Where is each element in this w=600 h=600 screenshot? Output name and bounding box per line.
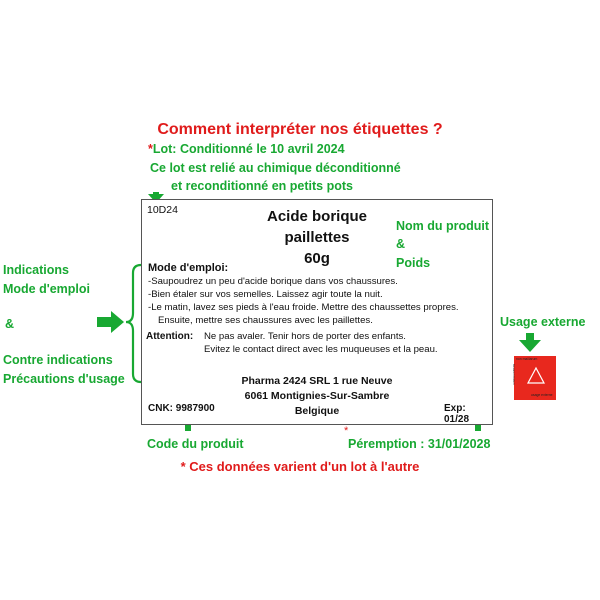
symbol-text-top: non maillarum — [516, 357, 538, 361]
pharma-line: Belgique — [294, 405, 340, 417]
mode-line: -Bien étaler sur vos semelles. Laissez agir toute la nuit. — [148, 289, 383, 300]
arrow-right-indications-icon — [97, 311, 124, 333]
lot-text: Lot: Conditionné le 10 avril 2024 — [152, 142, 345, 156]
symbol-text-bottom: usage externe — [531, 393, 553, 397]
pharma-line: 6061 Montignies-Sur-Sambre — [244, 390, 390, 402]
product-name-line-1: Acide borique — [266, 208, 367, 225]
mode-line: -Le matin, lavez ses pieds à l'eau froide. Mettre des chaussettes propres. — [148, 302, 459, 313]
mode-heading: Mode d'emploi: — [148, 262, 229, 274]
pharma-line: Pharma 2424 SRL 1 rue Neuve — [241, 375, 393, 387]
annotation-nom: Nom du produit — [396, 219, 490, 233]
product-name — [142, 206, 492, 269]
annotation-peremption: Péremption : 31/01/2028 — [348, 437, 491, 451]
expiry-date: Exp: 01/28 — [444, 403, 470, 425]
annotation-usage-externe: Usage externe — [500, 315, 586, 329]
arrow-down-usage-icon — [519, 333, 541, 352]
annotation-varient: * Ces données varient d'un lot à l'autre — [180, 459, 420, 474]
attention-line: Evitez le contact direct avec les muqueuses et la peau. — [204, 344, 438, 355]
annotation-ampersand: & — [5, 317, 15, 331]
lot-code: 10D24 — [147, 204, 178, 216]
mode-line: Ensuite, mettre ses chaussures avec les paillettes. — [158, 315, 373, 326]
mode-line: -Saupoudrez un peu d'acide borique dans vos chaussures. — [148, 276, 398, 287]
symbol-text-side: bewaren buiten — [512, 364, 516, 385]
annotation-mode-emploi: Mode d'emploi — [3, 282, 90, 296]
lot-description-line-1: Ce lot est relié au chimique déconditionné — [150, 161, 401, 175]
warning-triangle-icon — [526, 366, 546, 386]
annotation-poids: Poids — [396, 256, 431, 270]
product-weight: 60g — [304, 250, 330, 267]
attention-line: Ne pas avaler. Tenir hors de porter des enfants. — [204, 331, 406, 342]
annotation-precautions: Précautions d'usage — [3, 372, 125, 386]
peremption-star: * — [344, 425, 349, 437]
page-title: Comment interpréter nos étiquettes ? — [157, 121, 443, 138]
lot-star: * — [148, 142, 153, 156]
annotation-nom-amp: & — [396, 237, 406, 251]
cnk-code: CNK: 9987900 — [148, 403, 215, 414]
usage-externe-symbol — [514, 356, 556, 400]
attention-heading: Attention: — [146, 331, 194, 342]
bracket-icon — [126, 265, 141, 382]
annotation-contre-indications: Contre indications — [3, 353, 113, 367]
annotation-code-produit: Code du produit — [147, 437, 244, 451]
product-name-line-2: paillettes — [284, 229, 350, 246]
lot-description-line-2: et reconditionné en petits pots — [171, 179, 353, 193]
annotation-indications: Indications — [3, 263, 69, 277]
